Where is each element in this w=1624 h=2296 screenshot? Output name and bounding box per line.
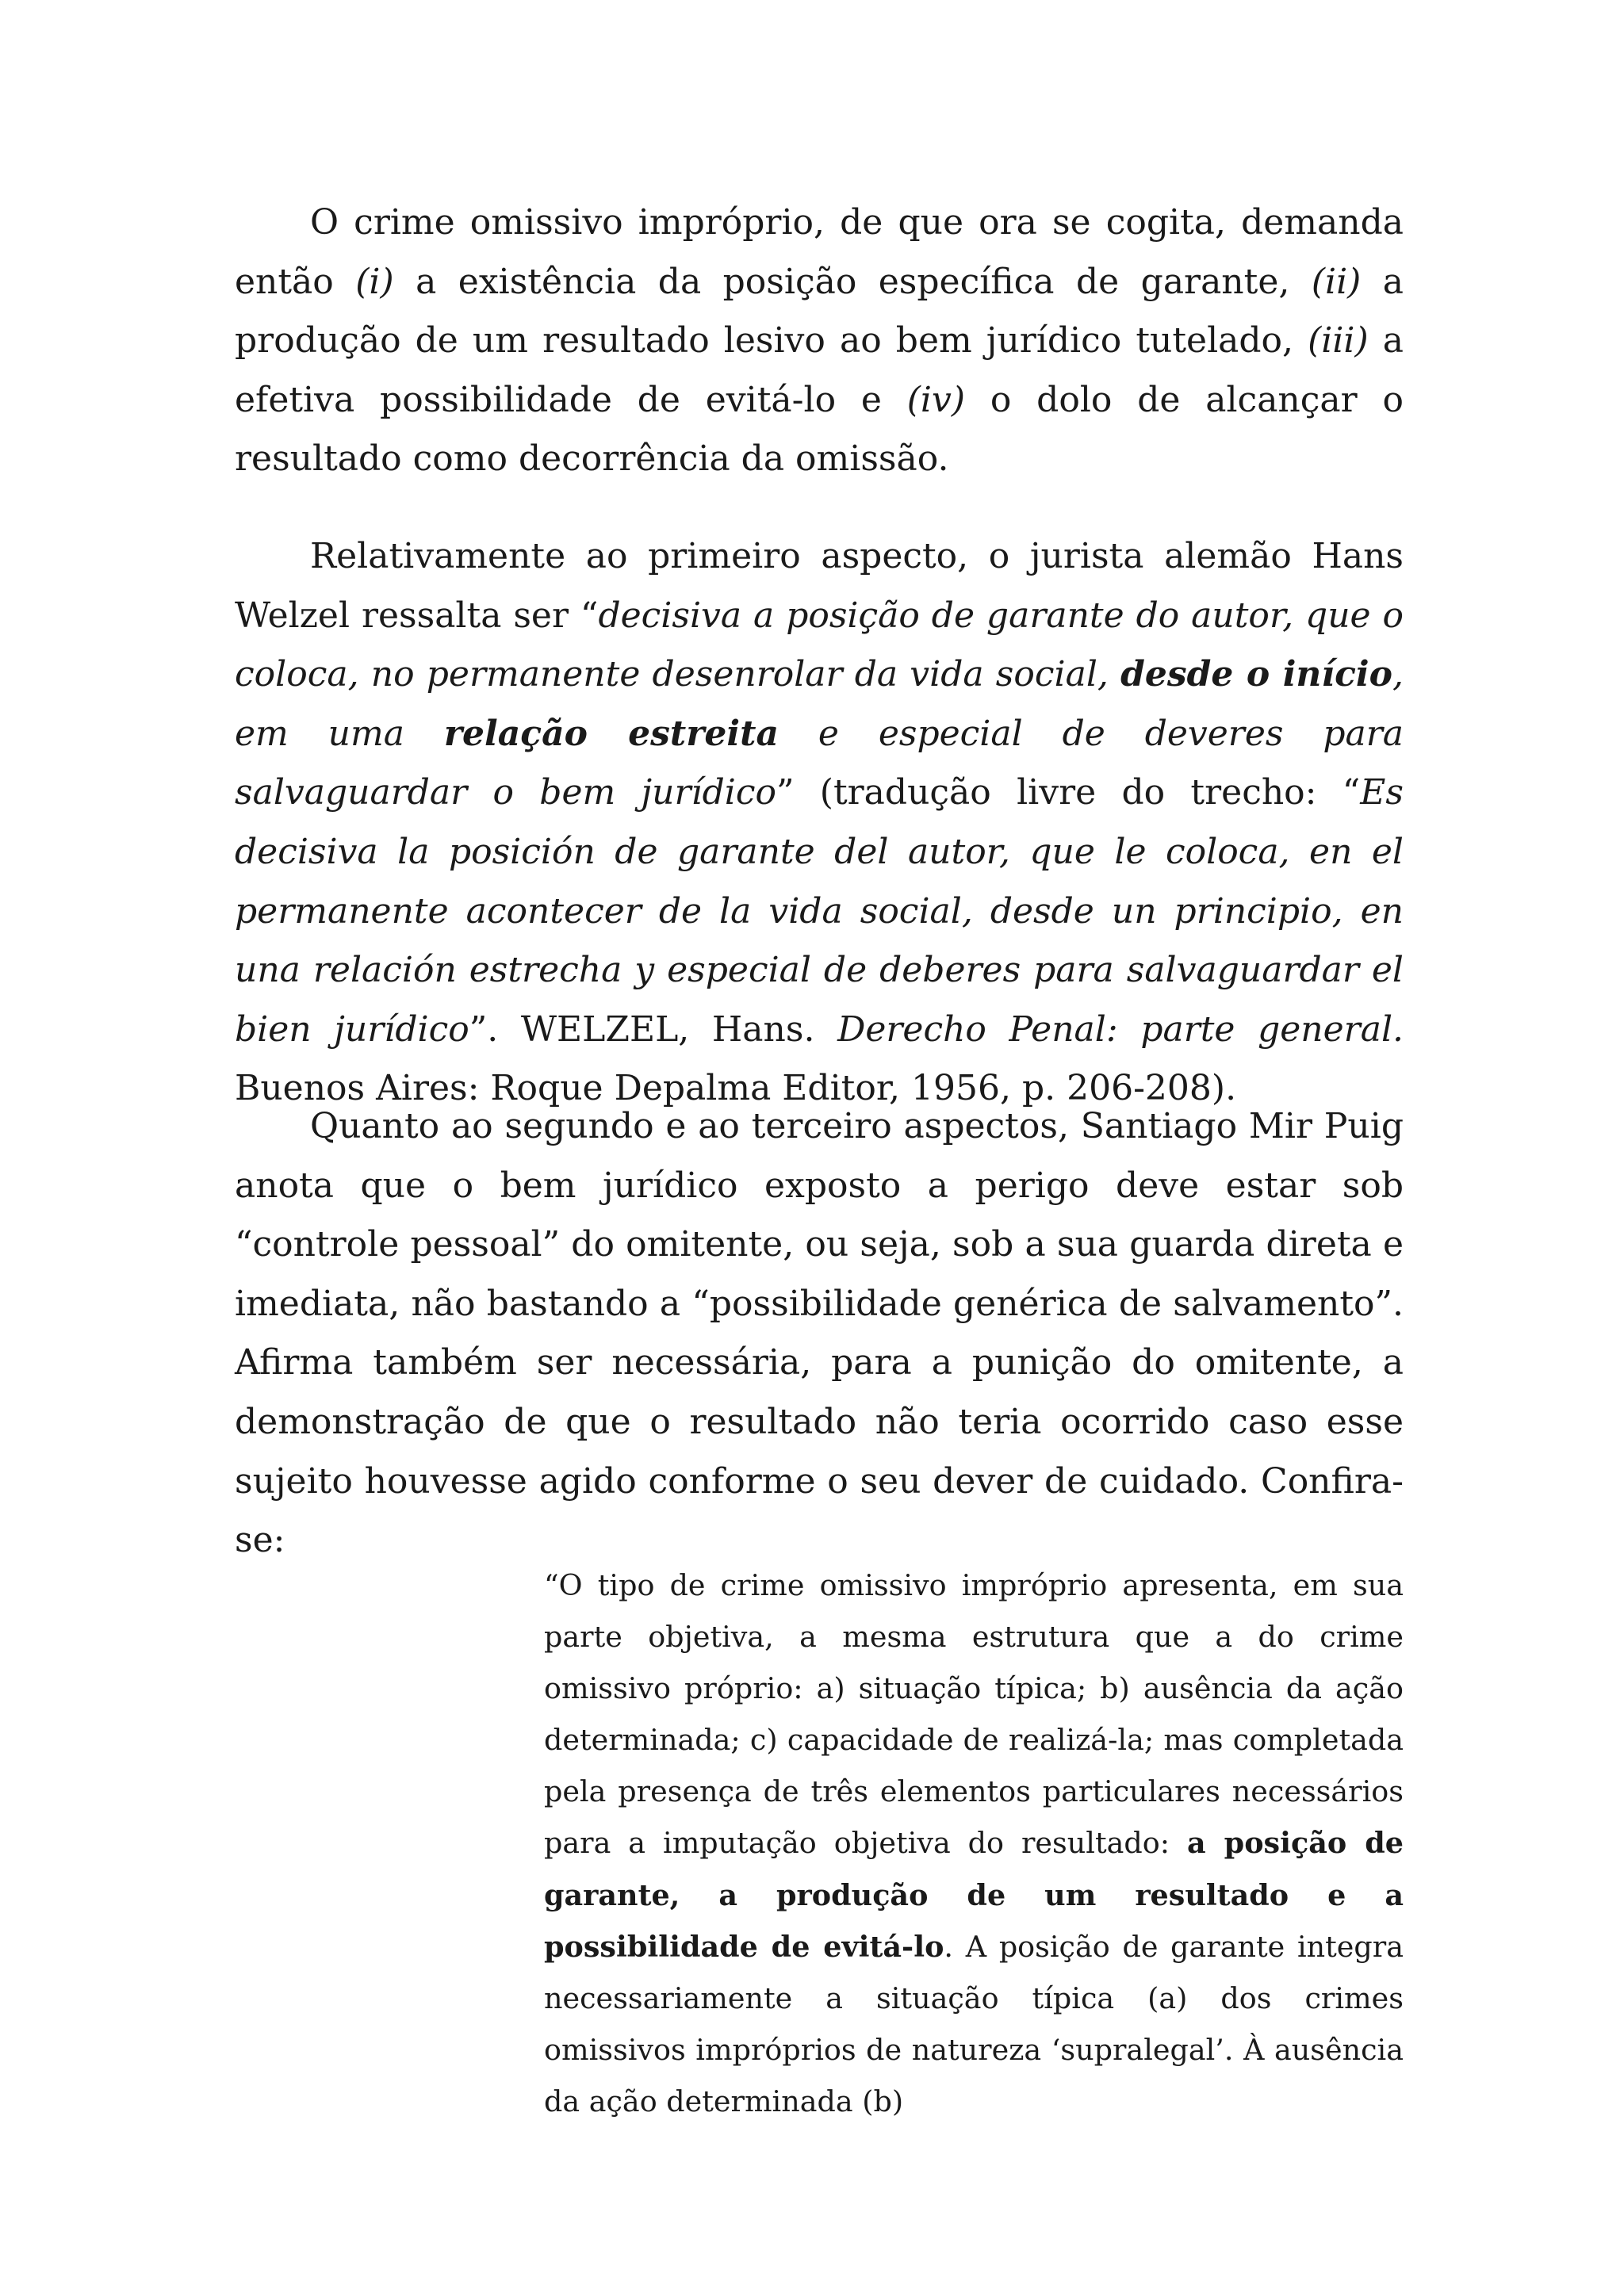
- paragraph-welzel: [235, 527, 1404, 1119]
- p2-text-3: ”. WELZEL, Hans.: [469, 1008, 838, 1050]
- p1-text-3: a produção de um resultado lesivo ao bem jurídico tutelado,: [235, 261, 1404, 362]
- quote-emphasis: a posição de garante, a produção de um resultado e a possibilidade de evitá-lo: [544, 1826, 1404, 1964]
- quote-text-2: . A posição de garante integra necessariamente a situação típica (a) dos crimes omissivos impróprios de natureza ‘supralegal’. À ausência da ação determinada (b): [544, 1929, 1404, 2118]
- paragraph-mir-puig: [235, 1097, 1404, 1571]
- p1-item-ii: (ii): [1311, 261, 1362, 302]
- p1-text-5: o dolo de alcançar o resultado como decorrência da omissão.: [235, 379, 1404, 480]
- p2-spanish-quote: Es decisiva la posición de garante del autor, que le coloca, en el permanente acontecer de la vida social, desde un principio, en una relación estrecha y especial de deberes para salvaguardar el bien jurídico: [235, 772, 1404, 1050]
- p2-quote-part-2: , em uma: [235, 654, 1404, 754]
- block-quote: [544, 1559, 1404, 2127]
- p2-quote-emphasis-2: relação estreita: [443, 713, 779, 754]
- p2-quote-part-3: e especial de deveres para salvaguardar o bem jurídico: [235, 713, 1404, 813]
- p2-text-4: Buenos Aires: Roque Depalma Editor, 1956, p. 206-208).: [235, 1068, 1237, 1109]
- p1-text-4: a efetiva possibilidade de evitá-lo e: [235, 320, 1404, 420]
- p1-text-1: O crime omissivo impróprio, de que ora se cogita, demanda então: [235, 202, 1404, 302]
- p2-quote-part-1: decisiva a posição de garante do autor, que o coloca, no permanente desenrolar da vida social,: [235, 595, 1404, 695]
- p2-text-2: ” (tradução livre do trecho: “: [776, 772, 1361, 813]
- paragraph-elements-of-crime: [235, 193, 1404, 489]
- p1-item-iv: (iv): [906, 379, 966, 420]
- p1-item-iii: (iii): [1308, 320, 1369, 362]
- p3-text: Quanto ao segundo e ao terceiro aspectos, Santiago Mir Puig anota que o bem jurídico exposto a perigo deve estar sob “controle pessoal” do omitente, ou seja, sob a sua guarda direta e imediata, não bastando a “possibilidade genérica de salvamento”. Afirma também ser necessária, para a punição do omitente, a demonstração de que o resultado não teria ocorrido caso esse sujeito houvesse agido conforme o seu dever de cuidado. Confira-se:: [235, 1106, 1404, 1561]
- p1-text-2: a existência da posição específica de garante,: [393, 261, 1312, 302]
- p2-quote-emphasis-1: desde o início: [1120, 654, 1392, 695]
- p2-text-1: Relativamente ao primeiro aspecto, o jurista alemão Hans Welzel ressalta ser “: [235, 536, 1404, 636]
- p1-item-i: (i): [355, 261, 394, 302]
- quote-text-1: “O tipo de crime omissivo impróprio apresenta, em sua parte objetiva, a mesma estrutura que a do crime omissivo próprio: a) situação típica; b) ausência da ação determinada; c) capacidade de realizá-la; mas completada pela presença de três elementos particulares necessários para a imputação objetiva do resultado:: [544, 1568, 1404, 1861]
- p2-book-title: Derecho Penal: parte general.: [837, 1008, 1404, 1050]
